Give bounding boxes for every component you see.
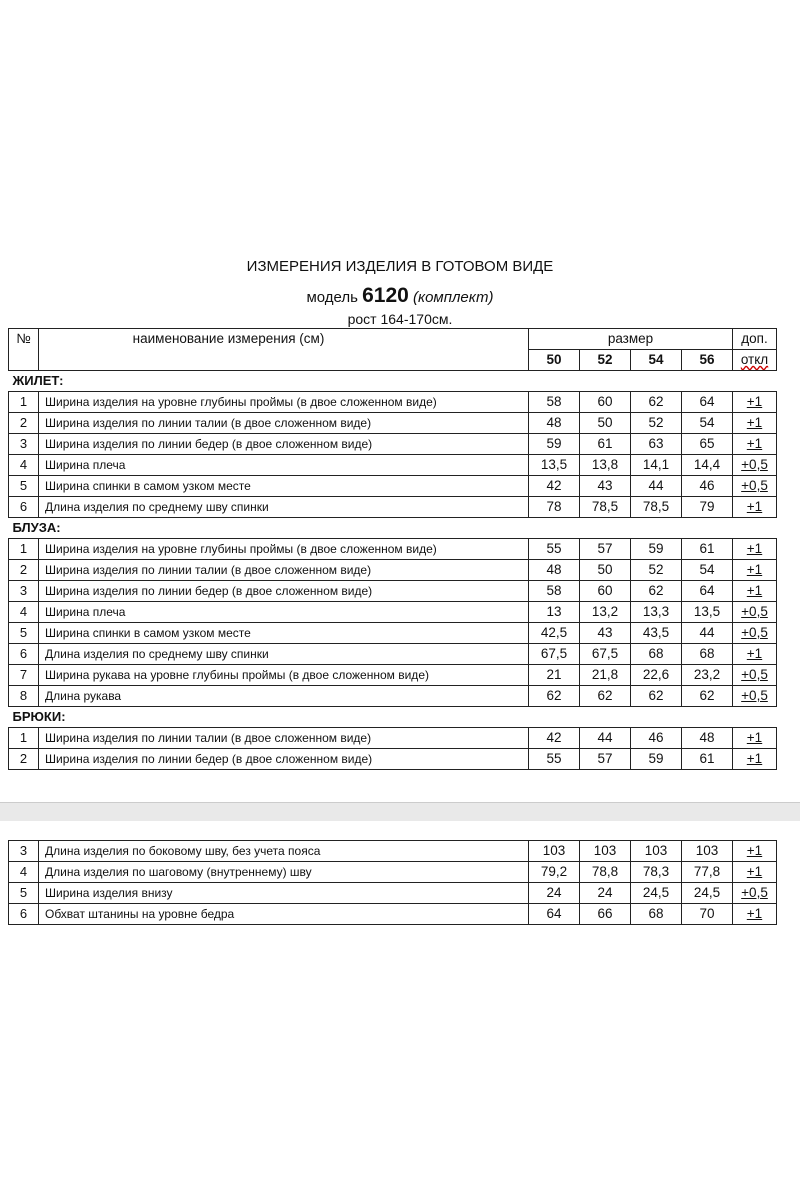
measurement-value: 68 [682,644,733,665]
measurement-value: 24 [580,883,631,904]
measurement-value: 79,2 [529,862,580,883]
measurement-value: 13,2 [580,602,631,623]
measurement-value: 63 [631,434,682,455]
measurement-value: 13,5 [682,602,733,623]
measurement-value: 52 [631,560,682,581]
tolerance-value: +0,5 [741,667,768,682]
measurement-value: 24,5 [682,883,733,904]
measurement-value: 52 [631,413,682,434]
row-number: 2 [9,560,39,581]
page-break [0,802,800,821]
tolerance-value: +0,5 [741,625,768,640]
section-title: БЛУЗА: [12,520,61,535]
measurement-value: 103 [682,841,733,862]
measurement-value: 78,3 [631,862,682,883]
measurement-value: 43,5 [631,623,682,644]
tolerance-value: +0,5 [741,885,768,900]
table-row [9,862,777,883]
table-row [9,476,777,497]
measurement-value: 43 [580,476,631,497]
table-row [9,623,777,644]
tolerance-value: +1 [746,436,763,451]
height-line: рост 164-170см. [347,311,453,327]
measurement-value: 60 [580,581,631,602]
measurement-value: 50 [580,413,631,434]
header-name: наименование измерения (см) [39,329,529,371]
measurement-value: 48 [529,560,580,581]
measurement-value: 58 [529,392,580,413]
measurement-value: 57 [580,539,631,560]
measurement-value: 59 [631,749,682,770]
measurement-value: 62 [580,686,631,707]
table-row [9,602,777,623]
measurement-value: 64 [529,904,580,925]
measurement-name: Ширина плеча [39,602,529,623]
tolerance-value: +1 [746,415,763,430]
measurement-value: 66 [580,904,631,925]
table-row [9,665,777,686]
header-size-52: 52 [580,350,631,371]
model-suffix: (комплект) [413,289,494,306]
row-number: 3 [9,434,39,455]
measurement-value: 65 [682,434,733,455]
measurement-name: Длина изделия по шаговому (внутреннему) шву [39,862,529,883]
measurement-name: Ширина изделия по линии бедер (в двое сложенном виде) [39,434,529,455]
measurement-value: 68 [631,644,682,665]
measurement-name: Ширина плеча [39,455,529,476]
measurement-value: 62 [529,686,580,707]
table-row [9,413,777,434]
measurement-name: Длина изделия по боковому шву, без учета пояса [39,841,529,862]
measurement-value: 23,2 [682,665,733,686]
measurement-name: Обхват штанины на уровне бедра [39,904,529,925]
header-tol-2: откл [740,352,769,367]
row-number: 7 [9,665,39,686]
measurement-value: 67,5 [580,644,631,665]
measurement-value: 55 [529,749,580,770]
header-size: размер [529,329,733,350]
measurement-value: 62 [631,581,682,602]
row-number: 1 [9,539,39,560]
measurement-value: 68 [631,904,682,925]
table-row [9,581,777,602]
table-row [9,392,777,413]
table-row [9,841,777,862]
model-line [0,284,800,308]
measurement-value: 48 [529,413,580,434]
measurement-value: 103 [529,841,580,862]
measurement-value: 59 [631,539,682,560]
section-title: БРЮКИ: [12,709,66,724]
row-number: 5 [9,476,39,497]
measurement-value: 61 [580,434,631,455]
measurement-value: 46 [631,728,682,749]
measurement-name: Ширина изделия на уровне глубины проймы (в двое сложенном виде) [39,539,529,560]
measurement-name: Ширина изделия внизу [39,883,529,904]
row-number: 2 [9,413,39,434]
measurement-value: 42 [529,476,580,497]
measurement-value: 64 [682,581,733,602]
row-number: 4 [9,862,39,883]
measurement-value: 58 [529,581,580,602]
measurement-value: 21,8 [580,665,631,686]
measurement-value: 54 [682,413,733,434]
measurement-value: 14,4 [682,455,733,476]
measurement-value: 13,3 [631,602,682,623]
table-row [9,749,777,770]
tolerance-value: +1 [746,646,763,661]
measurement-value: 103 [580,841,631,862]
tolerance-value: +0,5 [741,457,768,472]
measurement-value: 46 [682,476,733,497]
measurement-value: 103 [631,841,682,862]
table-row [9,497,777,518]
measurement-name: Ширина изделия по линии талии (в двое сложенном виде) [39,413,529,434]
measurement-value: 24 [529,883,580,904]
measurement-value: 62 [631,686,682,707]
header-size-54: 54 [631,350,682,371]
tolerance-value: +1 [746,906,763,921]
measurements-table [8,328,777,770]
tolerance-value: +1 [746,394,763,409]
measurement-value: 60 [580,392,631,413]
table-row [9,455,777,476]
tolerance-value: +1 [746,499,763,514]
tolerance-value: +1 [746,583,763,598]
measurement-name: Ширина изделия по линии бедер (в двое сложенном виде) [39,581,529,602]
row-number: 6 [9,497,39,518]
measurement-value: 22,6 [631,665,682,686]
measurement-value: 44 [631,476,682,497]
tolerance-value: +1 [746,541,763,556]
measurement-value: 13,5 [529,455,580,476]
measurements-table-continued [8,840,777,925]
measurement-name: Ширина изделия на уровне глубины проймы (в двое сложенном виде) [39,392,529,413]
measurement-value: 48 [682,728,733,749]
measurement-value: 54 [682,560,733,581]
measurement-value: 43 [580,623,631,644]
tolerance-value: +1 [746,751,763,766]
table-row [9,686,777,707]
table-row [9,434,777,455]
tolerance-value: +0,5 [741,688,768,703]
row-number: 3 [9,841,39,862]
measurement-value: 61 [682,539,733,560]
measurement-value: 55 [529,539,580,560]
tolerance-value: +1 [746,843,763,858]
row-number: 1 [9,728,39,749]
measurement-value: 79 [682,497,733,518]
tolerance-value: +0,5 [741,604,768,619]
table-row [9,539,777,560]
measurement-value: 14,1 [631,455,682,476]
measurement-name: Ширина спинки в самом узком месте [39,623,529,644]
measurement-name: Ширина рукава на уровне глубины проймы (в двое сложенном виде) [39,665,529,686]
measurement-value: 13 [529,602,580,623]
row-number: 3 [9,581,39,602]
measurement-value: 13,8 [580,455,631,476]
measurement-value: 77,8 [682,862,733,883]
measurement-value: 59 [529,434,580,455]
measurement-name: Длина изделия по среднему шву спинки [39,644,529,665]
measurement-value: 62 [682,686,733,707]
section-title: ЖИЛЕТ: [12,373,64,388]
tolerance-value: +1 [746,864,763,879]
tolerance-value: +0,5 [741,478,768,493]
table-row [9,904,777,925]
measurement-value: 50 [580,560,631,581]
row-number: 1 [9,392,39,413]
header-size-56: 56 [682,350,733,371]
table-row [9,883,777,904]
measurement-name: Длина изделия по среднему шву спинки [39,497,529,518]
row-number: 4 [9,455,39,476]
measurement-value: 62 [631,392,682,413]
row-number: 2 [9,749,39,770]
measurement-name: Ширина изделия по линии талии (в двое сложенном виде) [39,728,529,749]
measurement-value: 21 [529,665,580,686]
measurement-value: 78,8 [580,862,631,883]
row-number: 8 [9,686,39,707]
measurement-value: 57 [580,749,631,770]
measurement-value: 61 [682,749,733,770]
measurement-value: 44 [682,623,733,644]
table-row [9,644,777,665]
measurement-name: Длина рукава [39,686,529,707]
header-tol-1: доп. [733,329,777,350]
measurement-name: Ширина спинки в самом узком месте [39,476,529,497]
measurement-value: 64 [682,392,733,413]
measurement-value: 24,5 [631,883,682,904]
measurement-name: Ширина изделия по линии бедер (в двое сложенном виде) [39,749,529,770]
measurement-value: 70 [682,904,733,925]
measurement-value: 42,5 [529,623,580,644]
measurement-name: Ширина изделия по линии талии (в двое сложенном виде) [39,560,529,581]
row-number: 5 [9,623,39,644]
measurement-value: 78,5 [631,497,682,518]
header-num: № [9,329,39,371]
measurement-value: 67,5 [529,644,580,665]
doc-title: ИЗМЕРЕНИЯ ИЗДЕЛИЯ В ГОТОВОМ ВИДЕ [246,258,554,275]
row-number: 5 [9,883,39,904]
row-number: 6 [9,904,39,925]
table-row [9,728,777,749]
table-row [9,560,777,581]
measurement-value: 78 [529,497,580,518]
tolerance-value: +1 [746,562,763,577]
model-prefix: модель [306,289,358,306]
tolerance-value: +1 [746,730,763,745]
row-number: 4 [9,602,39,623]
model-number: 6120 [362,284,409,307]
measurement-value: 78,5 [580,497,631,518]
header-size-50: 50 [529,350,580,371]
measurement-value: 42 [529,728,580,749]
measurement-value: 44 [580,728,631,749]
row-number: 6 [9,644,39,665]
